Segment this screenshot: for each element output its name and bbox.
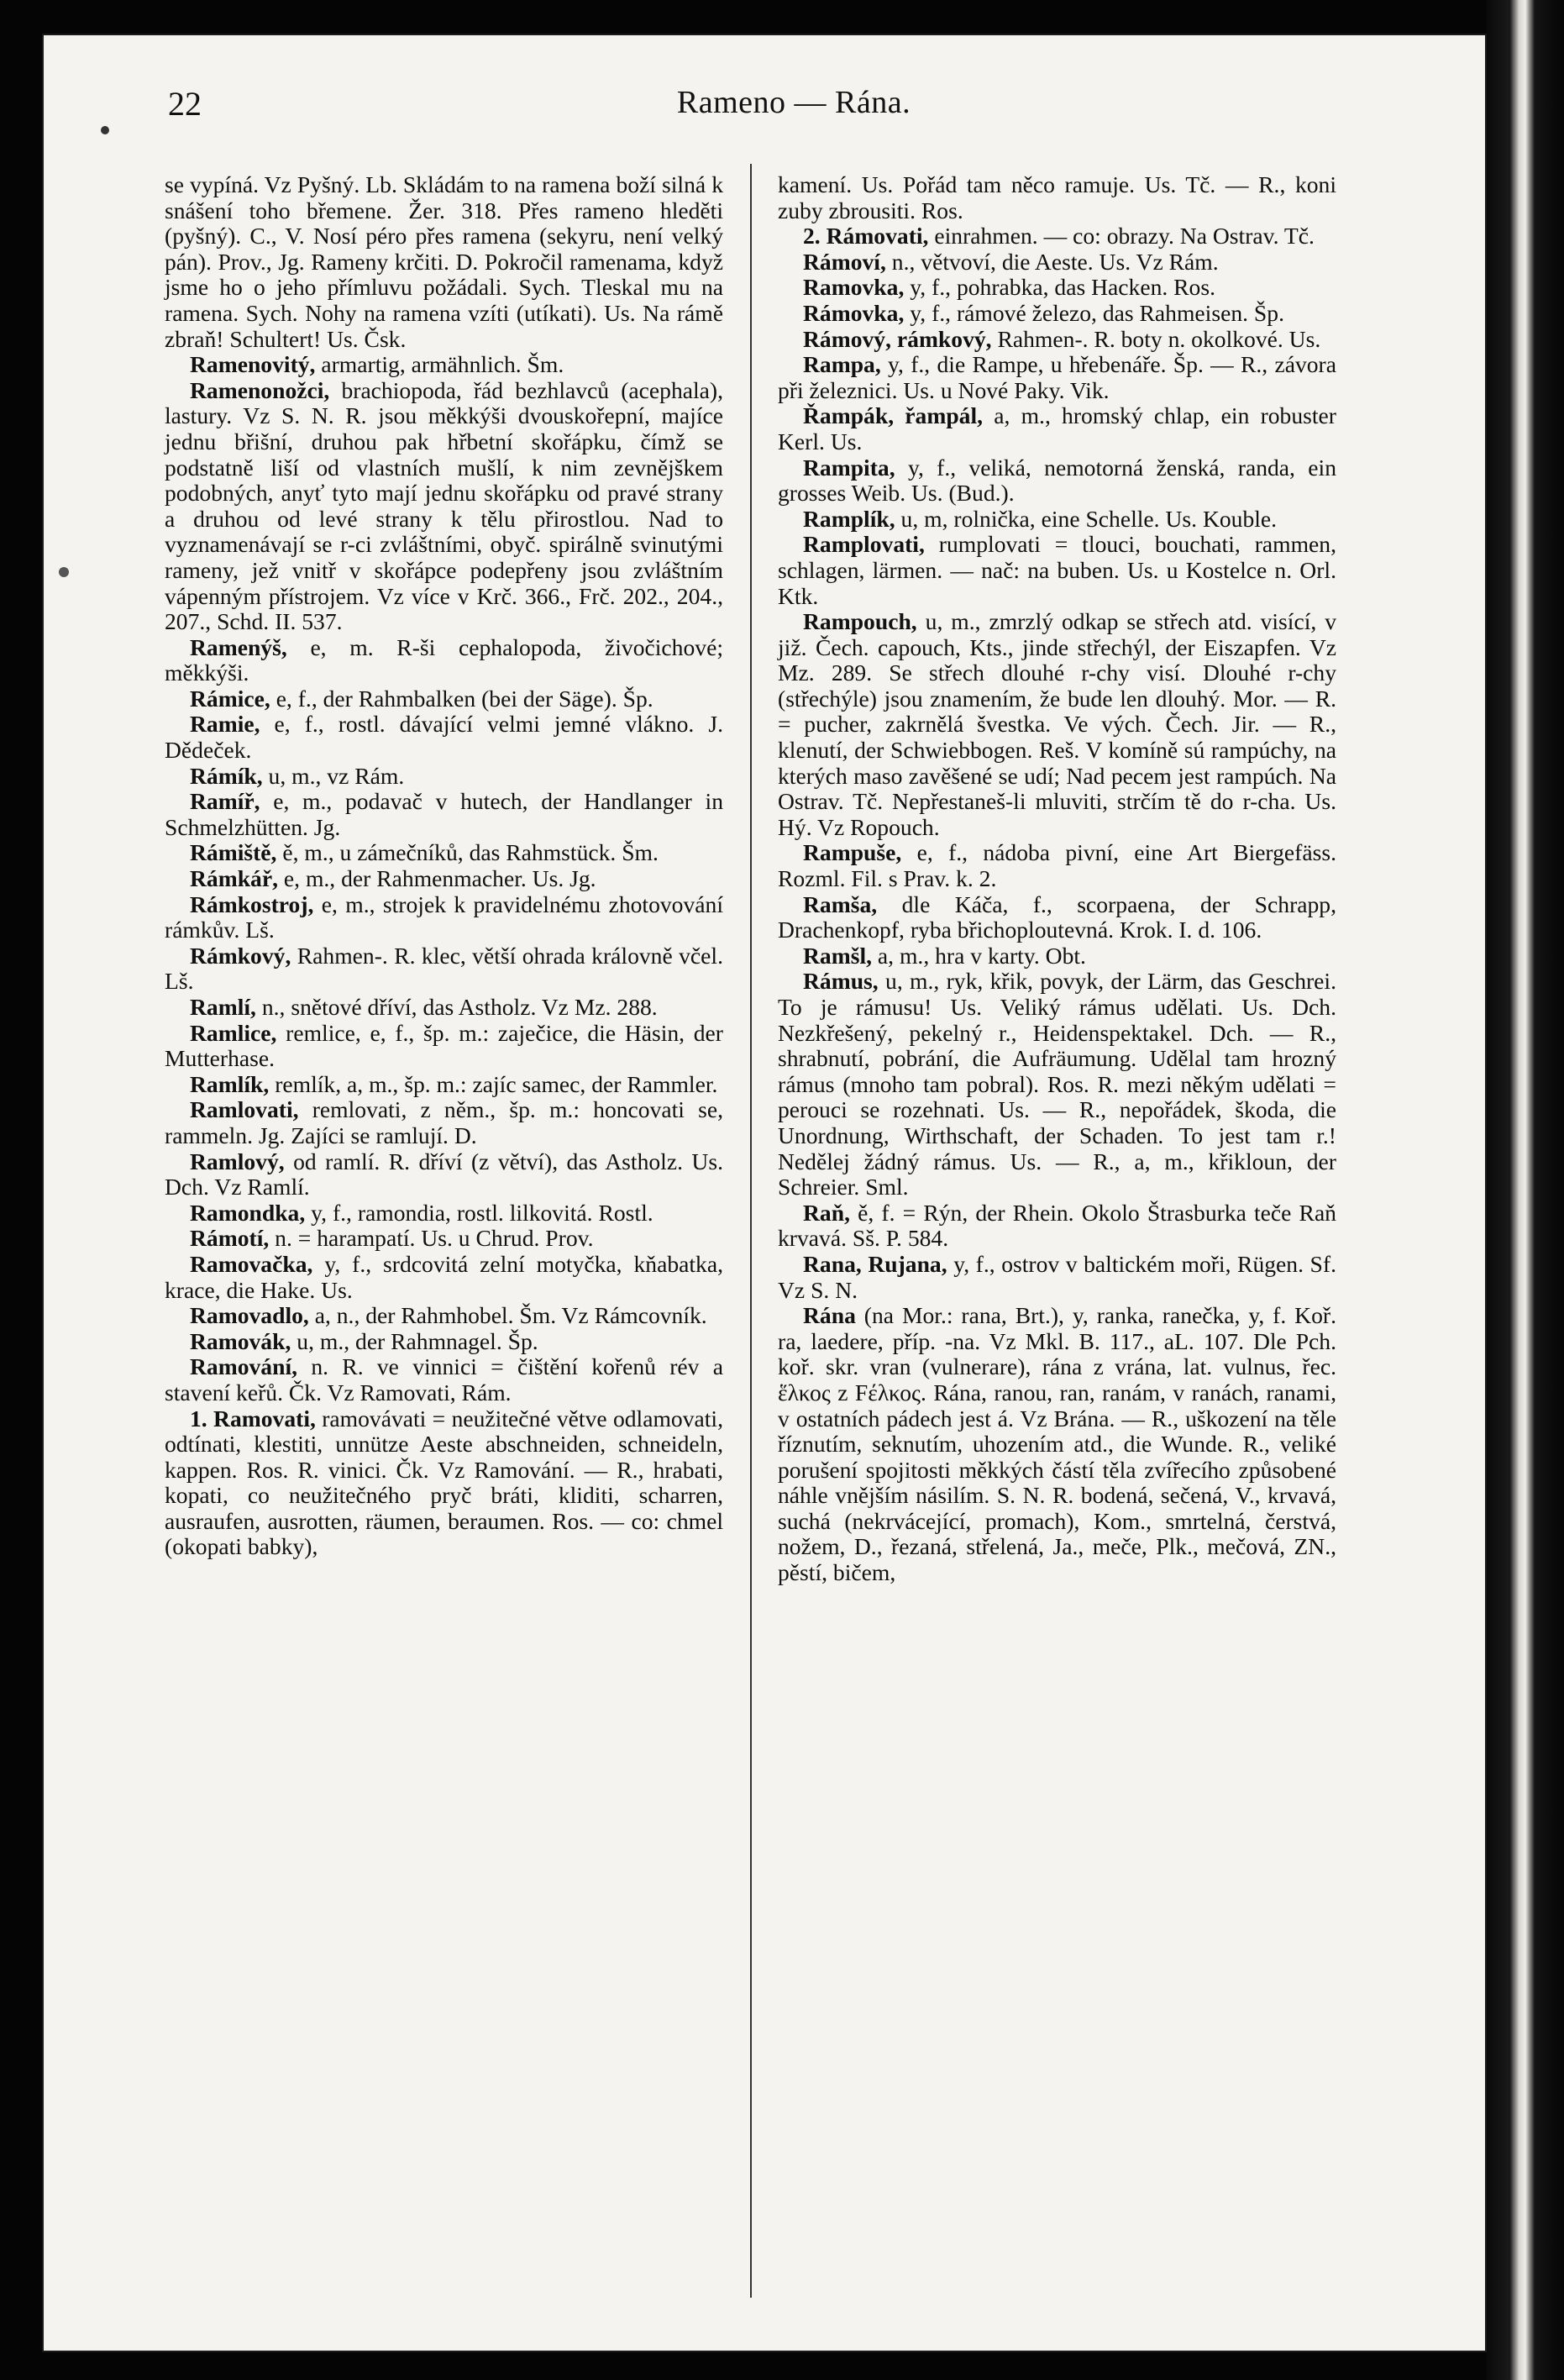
entry-text: y, f., rámové železo, das Rahmeisen. Šp. — [910, 299, 1284, 326]
entry-headword: Ramlík, — [190, 1070, 270, 1097]
dictionary-entry — [165, 712, 723, 763]
dictionary-entry — [165, 352, 723, 378]
dictionary-entry — [778, 172, 1336, 223]
dictionary-entry — [165, 995, 723, 1021]
entry-headword: Rámovka, — [803, 299, 905, 326]
entry-text: n., snětové dříví, das Astholz. Vz Mz. 288. — [261, 994, 658, 1020]
entry-headword: Ramlí, — [190, 994, 256, 1020]
dictionary-entry — [165, 1303, 723, 1329]
dictionary-entry — [778, 609, 1336, 840]
entry-text: remlice, e, f., šp. m.: zaječice, die Häsin, der Mutterhase. — [165, 1019, 723, 1072]
dictionary-entry — [165, 686, 723, 712]
dictionary-entry — [778, 403, 1336, 454]
column-divider — [750, 164, 752, 2298]
dictionary-entry — [165, 1329, 723, 1355]
entry-text: ě, f. = Rýn, der Rhein. Okolo Štrasburka teče Raň krvavá. Sš. P. 584. — [778, 1199, 1336, 1252]
entry-text: y, f., veliká, nemotorná ženská, randa, ein grosses Weib. Us. (Bud.). — [778, 454, 1336, 507]
entry-text: u, m., ryk, křik, povyk, der Lärm, das Geschrei. To je rámusu! Us. Veliký rámus udělati. Us. Dch. Nezkřešený, pekelný r., Heidenspektakel. Dch. — R., shrabnutí, pobrání, die Aufräumung. Udělal tam hrozný rámus (mnoho tam pobral). Ros. R. mezi někým udělati = perouci se rozehnati. Us. — R., nepořádek, škoda, die Unordnung, Wirthschaft, der Schaden. To jest tam r.! Nedělej žádný rámus. Us. — R., a, m., křikloun, der Schreier. Sml. — [778, 968, 1336, 1201]
dictionary-entry — [778, 969, 1336, 1200]
dictionary-entry — [165, 892, 723, 943]
dictionary-entry — [165, 789, 723, 840]
dictionary-entry — [165, 1252, 723, 1303]
entry-text: e, m., podavač v hutech, der Handlanger in Schmelzhütten. Jg. — [165, 788, 723, 840]
entry-text: remlovati, z něm., šp. m.: honcovati se, rammeln. Jg. Zajíci se ramlují. D. — [165, 1096, 723, 1148]
entry-headword: 1. Ramovati, — [190, 1405, 316, 1432]
entry-headword: 2. Rámovati, — [803, 223, 929, 250]
dictionary-entry — [165, 172, 723, 352]
entry-headword: Rámus, — [803, 968, 879, 995]
entry-headword: Řampák, řampál, — [803, 402, 984, 429]
entry-headword: Rana, Rujana, — [803, 1250, 947, 1277]
entry-text: u, m., zmrzlý odkap se střech atd. visící, v již. Čech. capouch, Kts., jinde střechýl, der Eiszapfen. Vz Mz. 289. Se střech dlouhé r-chy visí. Dlouhé r-chy (střechýle) jsou znamením, že bude len dlouhý. Mor. — R. = pucher, zakrnělá švestka. Ve vých. Čech. Jir. — R., klenutí, der Schwiebbogen. Reš. V komíně sú rampúchy, na kterých maso zavěšené se udí; Nad pecem jest rampúch. Na Ostrav. Tč. Nepřestaneš-li mluviti, strčím tě do r-cha. Us. Hý. Vz Ropouch. — [778, 608, 1336, 840]
dictionary-entry — [778, 892, 1336, 943]
dictionary-entry — [165, 1072, 723, 1098]
dictionary-entry — [165, 1354, 723, 1405]
dictionary-entry — [165, 1406, 723, 1561]
entry-headword: Raň, — [803, 1199, 850, 1226]
entry-text: n., větvoví, die Aeste. Us. Vz Rám. — [891, 248, 1219, 275]
entry-headword: Rampita, — [803, 454, 895, 481]
dictionary-entry — [778, 250, 1336, 276]
entry-text: a, n., der Rahmhobel. Šm. Vz Rámcovník. — [314, 1302, 707, 1329]
entry-headword: Rámový, rámkový, — [803, 325, 992, 352]
entry-text: (na Mor.: rana, Brt.), y, ranka, ranečka, y, f. Koř. ra, laedere, příp. -na. Vz Mkl. B. 117., aL. 107. Dle Pch. koř. skr. vran (vulnerare), rána z vrána, lat. vulnus, řec. ἕλκος z Fέλκος. Rána, ranou, ran, ranám, v ranách, ranami, v ostatních pádech jest á. Vz Brána. — R., uškození na těle říznutím, seknutím, uhozením atd., die Wunde. R., veliké porušení spojitosti měkkých částí těla zvířecího způsobené náhle vnějším násilím. S. N. R. bodená, sečená, V., krvavá, suchá (nekrvácející, promach), Kom., smrtelná, čerstvá, nožem, D., řezaná, střelená, Ja., meče, Plk., mečová, ZN., pěstí, bičem, — [778, 1302, 1336, 1586]
running-head: Rameno — Rána. — [676, 85, 911, 120]
entry-text: ramovávati = neužitečné větve odlamovati, odtínati, klestiti, unnütze Aeste abschneiden, schneideln, kappen. Ros. R. vinici. Čk. Vz Ramování. — R., hrabati, kopati, co neužitečného pryč bráti, kliditi, scharren, ausraufen, ausrotten, räumen, beraumen. Ros. — co: chmel (okopati babky), — [165, 1405, 723, 1560]
entry-headword: Rámoví, — [803, 248, 886, 275]
entry-text: y, f., pohrabka, das Hacken. Ros. — [910, 274, 1215, 301]
dictionary-entry — [778, 327, 1336, 353]
dictionary-entry — [165, 943, 723, 995]
entry-headword: Rámkostroj, — [190, 891, 314, 917]
entry-text: e, f., nádoba pivní, eine Art Biergefäss. Rozml. Fil. s Prav. k. 2. — [778, 839, 1336, 892]
entry-headword: Rámiště, — [190, 839, 277, 866]
entry-headword: Rámotí, — [190, 1225, 270, 1252]
entry-headword: Ramlice, — [190, 1019, 277, 1046]
dictionary-entry — [165, 1226, 723, 1252]
entry-headword: Ramplovati, — [803, 531, 925, 558]
dictionary-entry — [778, 840, 1336, 891]
entry-headword: Rampouch, — [803, 608, 917, 635]
right-column — [778, 172, 1336, 1586]
dictionary-entry — [778, 223, 1336, 250]
entry-text: y, f., ramondia, rostl. lilkovitá. Rostl. — [311, 1199, 653, 1226]
entry-headword: Ramenovitý, — [190, 351, 316, 378]
entry-text: e, m., der Rahmenmacher. Us. Jg. — [283, 865, 596, 892]
page-number: 22 — [168, 85, 202, 123]
entry-headword: Ramondka, — [190, 1199, 306, 1226]
entry-text: rumplovati = tlouci, bouchati, rammen, schlagen, lärmen. — nač: na buben. Us. u Kostelce n. Orl. Ktk. — [778, 531, 1336, 609]
entry-headword: Ramlovati, — [190, 1096, 299, 1123]
entry-text: u, m., vz Rám. — [268, 762, 405, 789]
entry-text: n. R. ve vinnici = čištění kořenů rév a stavení keřů. Čk. Vz Ramovati, Rám. — [165, 1353, 723, 1405]
dictionary-entry — [778, 352, 1336, 403]
dictionary-entry — [778, 1252, 1336, 1303]
entry-headword: Rámice, — [190, 685, 270, 712]
entry-text: einrahmen. — co: obrazy. Na Ostrav. Tč. — [934, 223, 1315, 250]
entry-headword: Ramovačka, — [190, 1250, 313, 1277]
left-column — [165, 172, 723, 1560]
entry-text: a, m., hromský chlap, ein robuster Kerl. Us. — [778, 402, 1336, 454]
entry-headword: Ramplík, — [803, 505, 895, 532]
entry-headword: Rampa, — [803, 351, 881, 378]
dictionary-entry — [165, 378, 723, 635]
dictionary-entry — [165, 1201, 723, 1227]
entry-headword: Rámík, — [190, 762, 263, 789]
dictionary-entry — [778, 455, 1336, 507]
dictionary-entry — [165, 1021, 723, 1072]
entry-headword: Ramenýš, — [190, 633, 287, 660]
dictionary-entry — [778, 507, 1336, 533]
entry-text: ě, m., u zámečníků, das Rahmstück. Šm. — [282, 839, 659, 866]
dictionary-entry — [165, 635, 723, 686]
entry-headword: Ramovadlo, — [190, 1302, 309, 1329]
entry-text: y, f., srdcovitá zelní motyčka, kňabatka, krace, die Hake. Us. — [165, 1250, 723, 1303]
dictionary-entry — [165, 866, 723, 892]
dictionary-entry — [165, 1149, 723, 1201]
entry-text: u, m., der Rahmnagel. Šp. — [297, 1327, 538, 1354]
dictionary-entry — [778, 943, 1336, 969]
entry-text: y, f., die Rampe, u hřebenáře. Šp. — R., závora při železnici. Us. u Nové Paky. Vik. — [778, 351, 1336, 403]
entry-text: remlík, a, m., šp. m.: zajíc samec, der Rammler. — [275, 1070, 718, 1097]
entry-headword: Rámkový, — [190, 942, 291, 969]
entry-headword: Ramování, — [190, 1353, 298, 1380]
entry-text: e, f., rostl. dávající velmi jemné vlákno. J. Dědeček. — [165, 711, 723, 764]
dictionary-entry — [778, 275, 1336, 301]
entry-text: a, m., hra v karty. Obt. — [877, 942, 1086, 969]
entry-text: armartig, armähnlich. Šm. — [321, 351, 564, 378]
entry-text: brachiopoda, řád bezhlavců (acephala), lastury. Vz S. N. R. jsou měkkýši dvouskořepní, majíce jednu břišní, druhou pak hřbetní skořápku, čímž se podstatně liší od vlastních mušlí, k nim zevnějškem podobných, anyť tyto mají jednu skořápku od pravé strany a druhou od levé strany k tělu přirostlou. Nad to vyznamenávají se r-ci zvláštními, obyč. spirálně svinutými rameny, jež vnitř v skořápce podepřeny jsou zvláštním vápenným přístrojem. Vz více v Krč. 366., Frč. 202., 204., 207., Schd. II. 537. — [165, 376, 723, 635]
entry-headword: Rámkář, — [190, 865, 278, 892]
page-header — [168, 84, 1420, 134]
entry-text: e, f., der Rahmbalken (bei der Säge). Šp. — [276, 685, 653, 712]
ink-speck — [59, 567, 69, 577]
entry-text: Rahmen-. R. boty n. okolkové. Us. — [997, 325, 1321, 352]
dictionary-entry — [165, 1097, 723, 1148]
book-binding-edge — [1487, 0, 1564, 2380]
entry-text: y, f., ostrov v baltickém moři, Rügen. Sf. Vz S. N. — [778, 1250, 1336, 1303]
entry-headword: Ramíř, — [190, 788, 260, 815]
entry-headword: Ramlový, — [190, 1148, 285, 1174]
dictionary-entry — [778, 1201, 1336, 1252]
entry-text: od ramlí. R. dříví (z větví), das Astholz. Us. Dch. Vz Ramlí. — [165, 1148, 723, 1201]
entry-text: se vypíná. Vz Pyšný. Lb. Skládám to na ramena boží silná k snášení toho břemene. Žer. 318. Přes rameno hleděti (pyšný). C., V. Nosí péro přes ramena (sekyru, není velký pán). Prov., Jg. Rameny krčiti. D. Pokročil ramenama, když jsme ho o jeho přímluvu požádali. Sych. Tleskal mu na ramena. Sych. Nohy na ramena vzíti (utíkati). Us. Na rámě zbraň! Schultert! Us. Čsk. — [165, 171, 723, 352]
entry-text: Rahmen-. R. klec, větší ohrada královně včel. Lš. — [165, 942, 723, 995]
entry-text: kamení. Us. Pořád tam něco ramuje. Us. Tč. — R., koni zuby zbrousiti. Ros. — [778, 171, 1336, 223]
ink-speck — [101, 126, 109, 134]
entry-headword: Ramovka, — [803, 274, 905, 301]
entry-text: e, m. R-ši cephalopoda, živočichové; měkkýši. — [165, 633, 723, 686]
entry-headword: Rána — [803, 1302, 856, 1329]
entry-text: u, m, rolnička, eine Schelle. Us. Kouble. — [900, 505, 1278, 532]
entry-headword: Ramovák, — [190, 1327, 291, 1354]
dictionary-entry — [778, 532, 1336, 609]
entry-text: n. = harampatí. Us. u Chrud. Prov. — [275, 1225, 594, 1252]
dictionary-entry — [778, 301, 1336, 327]
dictionary-entry — [165, 840, 723, 866]
entry-headword: Ramšl, — [803, 942, 873, 969]
entry-text: e, m., strojek k pravidelnému zhotovování rámkův. Lš. — [165, 891, 723, 943]
dictionary-entry — [778, 1303, 1336, 1586]
entry-headword: Ramenonožci, — [190, 376, 330, 403]
entry-text: dle Káča, f., scorpaena, der Schrapp, Drachenkopf, ryba břichoploutevná. Krok. I. d. 106. — [778, 891, 1336, 943]
entry-headword: Rampuše, — [803, 839, 902, 866]
dictionary-entry — [165, 764, 723, 790]
entry-headword: Ramša, — [803, 891, 878, 917]
entry-headword: Ramie, — [190, 711, 260, 738]
